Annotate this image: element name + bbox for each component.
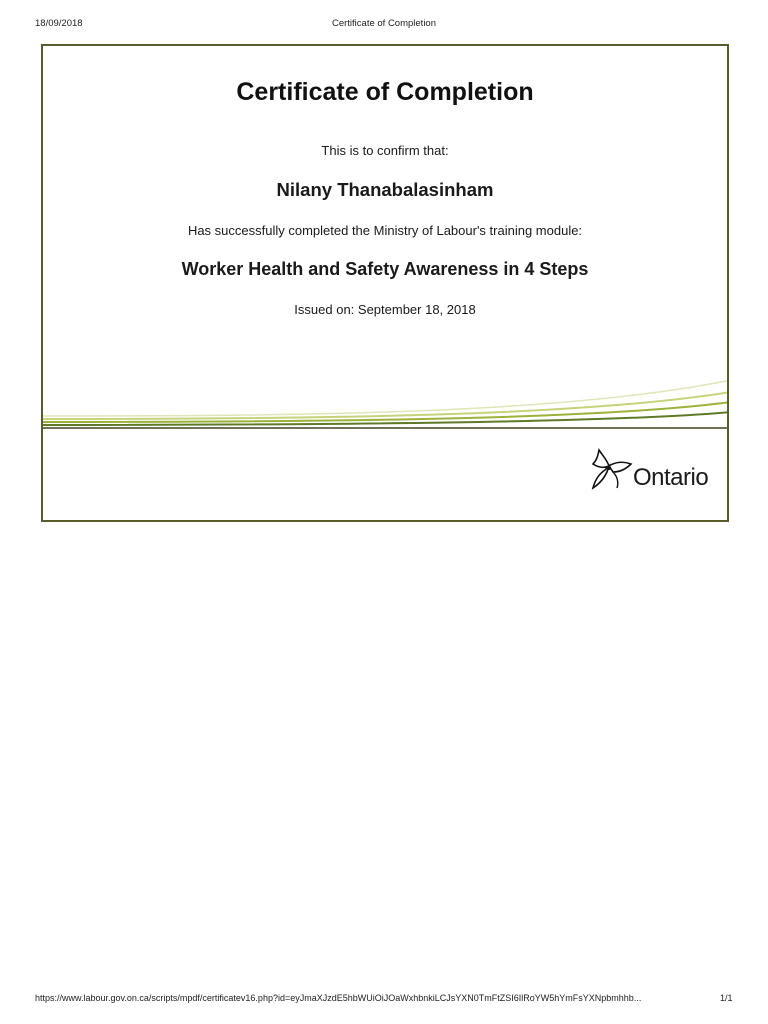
print-header (0, 18, 768, 32)
certificate-frame (41, 44, 729, 522)
decorative-swoosh (43, 378, 729, 430)
trillium-icon (587, 446, 633, 494)
confirm-text: This is to confirm that: (321, 143, 449, 158)
print-footer (0, 993, 768, 1007)
print-url: https://www.labour.gov.on.ca/scripts/mpdf/certificatev16.php?id=eyJmaXJzdE5hbWUiOiJOaWxhbnkiLCJsYXN0TmFtZSI6IlRoYW5hYmFsYXNpbmhhb... (35, 993, 642, 1003)
certificate-title: Certificate of Completion (236, 78, 534, 106)
module-name: Worker Health and Safety Awareness in 4 Steps (181, 259, 589, 279)
print-title: Certificate of Completion (331, 18, 437, 29)
recipient-name: Nilany Thanabalasinham (276, 179, 494, 200)
ontario-logo (587, 446, 723, 496)
ontario-wordmark: Ontario (633, 464, 709, 491)
completed-text: Has successfully completed the Ministry of Labour's training module: (187, 223, 583, 238)
page-count: 1/1 (720, 993, 733, 1003)
issued-date: Issued on: September 18, 2018 (294, 302, 476, 317)
print-date: 18/09/2018 (35, 18, 83, 29)
